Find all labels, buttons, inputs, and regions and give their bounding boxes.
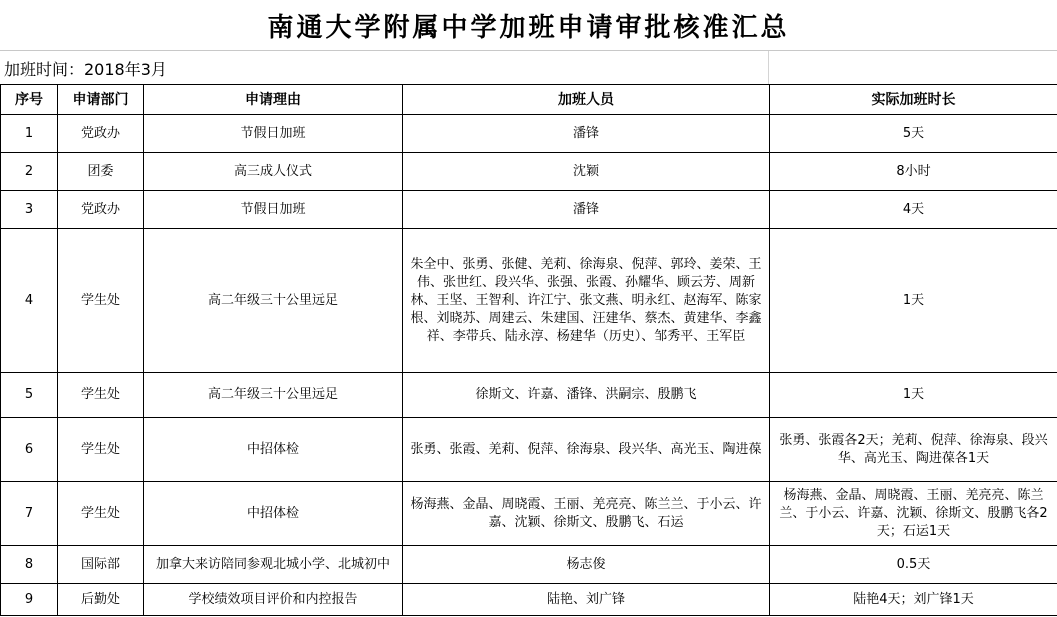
cell-dept[interactable]: 党政办 bbox=[58, 115, 144, 153]
cell-reason[interactable]: 节假日加班 bbox=[144, 191, 403, 229]
cell-reason[interactable]: 中招体检 bbox=[144, 482, 403, 546]
cell-duration[interactable]: 0.5天 bbox=[770, 546, 1057, 584]
cell-reason[interactable]: 学校绩效项目评价和内控报告 bbox=[144, 584, 403, 616]
cell-staff[interactable]: 徐斯文、许嘉、潘锋、洪嗣宗、殷鹏飞 bbox=[403, 373, 770, 418]
cell-reason[interactable]: 节假日加班 bbox=[144, 115, 403, 153]
header-dept[interactable]: 申请部门 bbox=[58, 85, 144, 115]
cell-duration[interactable]: 5天 bbox=[770, 115, 1057, 153]
cell-duration[interactable]: 8小时 bbox=[770, 153, 1057, 191]
cell-dept[interactable]: 学生处 bbox=[58, 418, 144, 482]
cell-dept[interactable]: 学生处 bbox=[58, 229, 144, 373]
table-row bbox=[1, 229, 1057, 373]
cell-reason[interactable]: 加拿大来访陪同参观北城小学、北城初中 bbox=[144, 546, 403, 584]
cell-no[interactable]: 9 bbox=[1, 584, 58, 616]
cell-dept[interactable]: 团委 bbox=[58, 153, 144, 191]
cell-no[interactable]: 4 bbox=[1, 229, 58, 373]
cell-duration[interactable]: 4天 bbox=[770, 191, 1057, 229]
cell-dept[interactable]: 国际部 bbox=[58, 546, 144, 584]
table-row bbox=[1, 373, 1057, 418]
cell-no[interactable]: 7 bbox=[1, 482, 58, 546]
table-row bbox=[1, 191, 1057, 229]
cell-staff[interactable]: 沈颖 bbox=[403, 153, 770, 191]
cell-duration[interactable]: 陆艳4天；刘广锋1天 bbox=[770, 584, 1057, 616]
cell-reason[interactable]: 高二年级三十公里远足 bbox=[144, 373, 403, 418]
table-row bbox=[1, 153, 1057, 191]
cell-no[interactable]: 3 bbox=[1, 191, 58, 229]
cell-no[interactable]: 6 bbox=[1, 418, 58, 482]
cell-no[interactable]: 8 bbox=[1, 546, 58, 584]
cell-duration[interactable]: 1天 bbox=[770, 229, 1057, 373]
cell-duration[interactable]: 杨海燕、金晶、周晓霞、王丽、羌亮亮、陈兰兰、于小云、许嘉、沈颖、徐斯文、殷鹏飞各2天；石运1天 bbox=[770, 482, 1057, 546]
cell-duration[interactable]: 1天 bbox=[770, 373, 1057, 418]
cell-staff[interactable]: 朱全中、张勇、张健、羌莉、徐海泉、倪萍、郭玲、姜荣、王伟、张世红、段兴华、张强、张霞、孙耀华、顾云芳、周新林、王坚、王智利、许江宁、张文燕、明永红、赵海军、陈家根、刘晓苏、周建云、朱建国、汪建华、蔡杰、黄建华、李鑫祥、李带兵、陆永淳、杨建华（历史）、邹秀平、王军臣 bbox=[403, 229, 770, 373]
table-row bbox=[1, 546, 1057, 584]
table-row bbox=[1, 584, 1057, 616]
cell-no[interactable]: 2 bbox=[1, 153, 58, 191]
cell-no[interactable]: 1 bbox=[1, 115, 58, 153]
overtime-period[interactable]: 加班时间：2018年3月 bbox=[4, 60, 167, 79]
header-row bbox=[1, 85, 1057, 115]
cell-reason[interactable]: 高二年级三十公里远足 bbox=[144, 229, 403, 373]
header-no[interactable]: 序号 bbox=[1, 85, 58, 115]
cell-staff[interactable]: 潘锋 bbox=[403, 115, 770, 153]
table-row bbox=[1, 418, 1057, 482]
cell-dept[interactable]: 学生处 bbox=[58, 482, 144, 546]
cell-gridline bbox=[768, 51, 769, 85]
header-staff[interactable]: 加班人员 bbox=[403, 85, 770, 115]
table-row bbox=[1, 115, 1057, 153]
header-duration[interactable]: 实际加班时长 bbox=[770, 85, 1057, 115]
cell-reason[interactable]: 高三成人仪式 bbox=[144, 153, 403, 191]
sheet-title: 南通大学附属中学加班申请审批核准汇总 bbox=[267, 12, 790, 43]
cell-staff[interactable]: 杨志俊 bbox=[403, 546, 770, 584]
cell-staff[interactable]: 陆艳、刘广锋 bbox=[403, 584, 770, 616]
overtime-table bbox=[0, 84, 1057, 616]
cell-staff[interactable]: 张勇、张霞、羌莉、倪萍、徐海泉、段兴华、高光玉、陶进葆 bbox=[403, 418, 770, 482]
cell-dept[interactable]: 学生处 bbox=[58, 373, 144, 418]
cell-dept[interactable]: 后勤处 bbox=[58, 584, 144, 616]
cell-staff[interactable]: 杨海燕、金晶、周晓霞、王丽、羌亮亮、陈兰兰、于小云、许嘉、沈颖、徐斯文、殷鹏飞、石运 bbox=[403, 482, 770, 546]
cell-staff[interactable]: 潘锋 bbox=[403, 191, 770, 229]
cell-reason[interactable]: 中招体检 bbox=[144, 418, 403, 482]
period-row bbox=[0, 50, 1057, 85]
cell-duration[interactable]: 张勇、张霞各2天；羌莉、倪萍、徐海泉、段兴华、高光玉、陶进葆各1天 bbox=[770, 418, 1057, 482]
cell-no[interactable]: 5 bbox=[1, 373, 58, 418]
header-reason[interactable]: 申请理由 bbox=[144, 85, 403, 115]
table-row bbox=[1, 482, 1057, 546]
cell-dept[interactable]: 党政办 bbox=[58, 191, 144, 229]
